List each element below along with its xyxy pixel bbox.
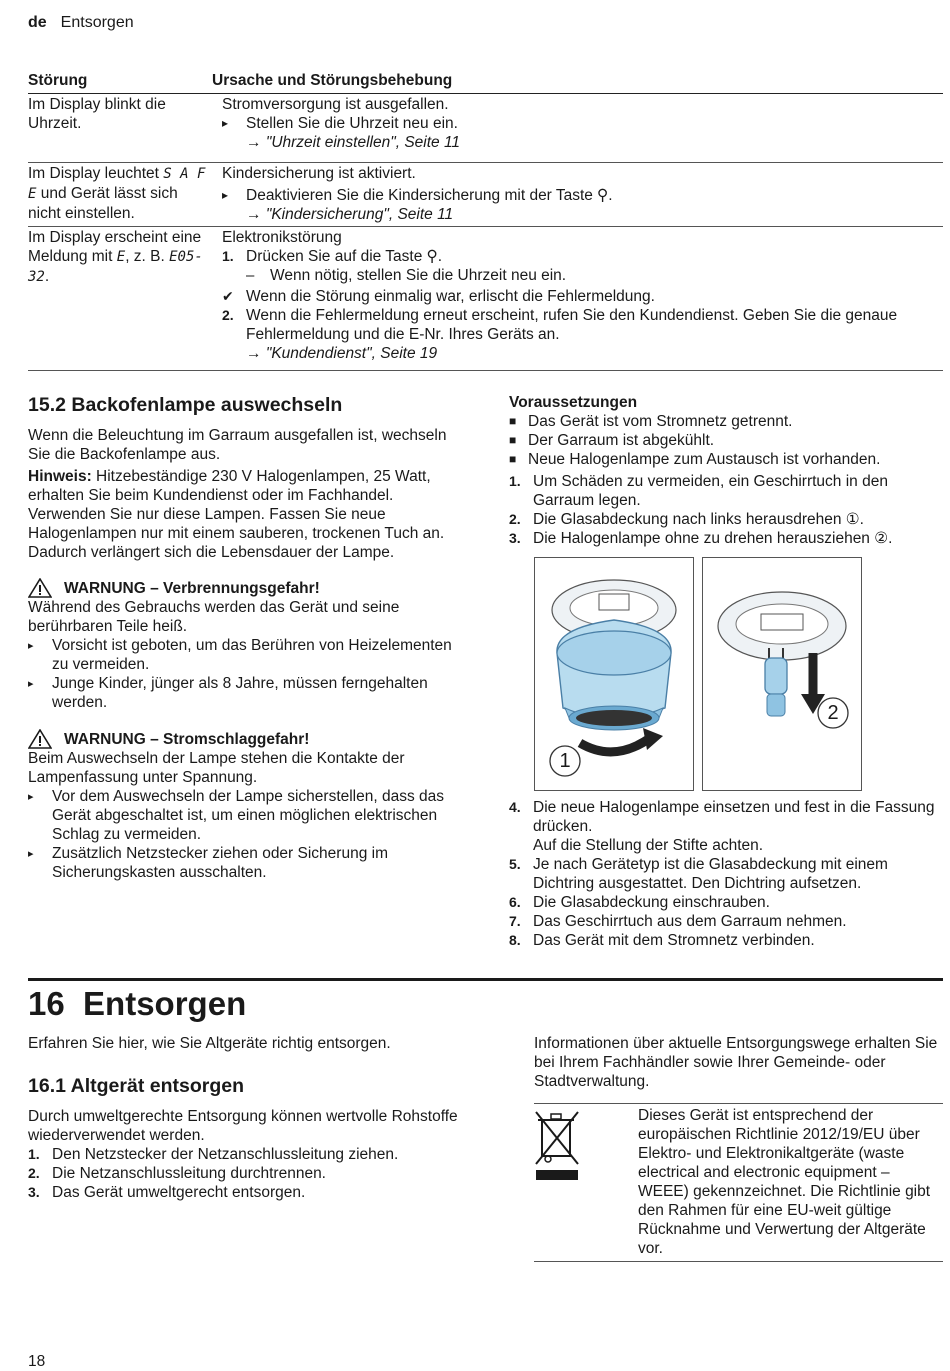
table-row bbox=[28, 163, 943, 227]
key-lock-icon: ⚲. bbox=[596, 187, 613, 204]
requirement-text: Das Gerät ist vom Stromnetz getrennt. bbox=[528, 413, 793, 430]
step-number: 1. bbox=[222, 248, 234, 264]
section-15-2-right bbox=[509, 393, 943, 548]
display-code: E05-32 bbox=[28, 249, 203, 285]
disposal-info: Informationen über aktuelle Entsorgungswege erhalten Sie bei Ihrem Fachhändler sowie Ihrer Gemeinde- oder Stadtverwaltung. bbox=[534, 1035, 938, 1090]
fault-cell: Im Display blinkt die Uhrzeit. bbox=[28, 96, 166, 132]
step-number: 3. bbox=[509, 530, 521, 546]
cause-text: Stromversorgung ist ausgefallen. bbox=[222, 96, 449, 113]
step-number: 2. bbox=[222, 307, 234, 323]
check-icon: ✔ bbox=[222, 288, 234, 304]
requirement-text: Der Garraum ist abgekühlt. bbox=[528, 432, 715, 449]
figure-unscrew-cover bbox=[534, 557, 694, 791]
section-16-right bbox=[534, 1034, 943, 1262]
warning-triangle-icon bbox=[28, 578, 52, 598]
cause-cell bbox=[222, 227, 943, 370]
step-text: Auf die Stellung der Stifte achten. bbox=[533, 837, 764, 854]
requirements-title: Voraussetzungen bbox=[509, 394, 638, 411]
action-text: Stellen Sie die Uhrzeit neu ein. bbox=[246, 115, 458, 132]
page-number: 18 bbox=[28, 1353, 46, 1370]
step-text: Die Glasabdeckung einschrauben. bbox=[533, 894, 770, 911]
cross-reference: → "Kindersicherung", Seite 11 bbox=[222, 205, 943, 224]
fault-text: . bbox=[44, 268, 50, 285]
display-code: S A F E bbox=[28, 166, 206, 202]
cause-text: Elektronikstörung bbox=[222, 229, 342, 246]
requirement-item bbox=[509, 412, 943, 431]
list-item bbox=[509, 855, 943, 893]
result-text: Wenn die Störung einmalig war, erlischt die Fehlermeldung. bbox=[246, 288, 655, 305]
table-row bbox=[28, 94, 943, 163]
list-item bbox=[509, 798, 943, 836]
requirement-item bbox=[509, 450, 943, 469]
result-step bbox=[222, 287, 943, 306]
warning-bullet bbox=[28, 674, 468, 712]
step-number: 6. bbox=[509, 894, 521, 910]
action-step bbox=[222, 114, 943, 133]
fault-text: , z. B. bbox=[125, 248, 165, 265]
action-step bbox=[222, 247, 943, 266]
arrow-bullet-icon: ▸ bbox=[28, 640, 34, 652]
list-item bbox=[509, 836, 943, 855]
chapter-title: 16 Entsorgen bbox=[28, 985, 247, 1022]
fault-text: und Gerät lässt sich nicht einstellen. bbox=[28, 185, 178, 222]
subsection-title: 16.1 Altgerät entsorgen bbox=[28, 1075, 245, 1097]
step-number: 1. bbox=[28, 1146, 40, 1162]
hint-text: Hitzebeständige 230 V Halogenlampen, 25 Watt, erhalten Sie beim Kundendienst oder im Fachhandel. Verwenden Sie nur diese Lampen. Fassen Sie neue Halogenlampen nur mit einem sauberen, trockenen Tuch an. Dadurch verlängert sich die Lebensdauer der Lampe. bbox=[28, 468, 445, 561]
list-item bbox=[28, 1183, 488, 1202]
square-bullet-icon: ■ bbox=[509, 414, 517, 428]
section-16-left bbox=[28, 1034, 488, 1202]
weee-symbol bbox=[534, 1106, 638, 1258]
list-item bbox=[509, 893, 943, 912]
key-lock-icon: ⚲. bbox=[426, 248, 443, 265]
warning-text: Beim Auswechseln der Lampe stehen die Kontakte der Lampenfassung unter Spannung. bbox=[28, 750, 405, 786]
section-15-2-left bbox=[28, 394, 468, 882]
intro-text: Wenn die Beleuchtung im Garraum ausgefallen ist, wechseln Sie die Backofenlampe aus. bbox=[28, 427, 447, 463]
chapter-title-wrap bbox=[28, 984, 246, 1024]
list-item bbox=[509, 510, 943, 529]
sub-step: – Wenn nötig, stellen Sie die Uhrzeit neu ein. bbox=[246, 267, 567, 284]
step-number: 8. bbox=[509, 932, 521, 948]
action-text: Wenn die Fehlermeldung erneut erscheint, rufen Sie den Kundendienst. Geben Sie die genaue Fehlermeldung und die E-Nr. Ihres Geräts an. bbox=[246, 307, 898, 343]
fault-text: Im Display erscheint eine Meldung mit bbox=[28, 229, 202, 265]
header-section: Entsorgen bbox=[60, 14, 134, 31]
warning-triangle-icon bbox=[28, 729, 52, 749]
list-item bbox=[509, 931, 943, 950]
step-number: 2. bbox=[28, 1165, 40, 1181]
step-text: Die Netzanschlussleitung durchtrennen. bbox=[52, 1165, 326, 1182]
cause-text: Kindersicherung ist aktiviert. bbox=[222, 165, 416, 182]
square-bullet-icon: ■ bbox=[509, 433, 517, 447]
warning-bullet-text: Zusätzlich Netzstecker ziehen oder Sicherung im Sicherungskasten ausschalten. bbox=[52, 845, 388, 881]
arrow-bullet-icon: ▸ bbox=[28, 848, 34, 860]
figure-label: 2 bbox=[827, 702, 839, 724]
fault-table bbox=[28, 70, 943, 371]
warning-title: WARNUNG – Verbrennungsgefahr! bbox=[64, 579, 320, 597]
warning-shock bbox=[28, 729, 468, 882]
subsection-intro: Durch umweltgerechte Entsorgung können wertvolle Rohstoffe wiederverwendet werden. bbox=[28, 1108, 458, 1144]
list-item bbox=[509, 472, 943, 510]
page-header bbox=[28, 13, 134, 32]
list-item bbox=[28, 1164, 488, 1183]
chapter-intro: Erfahren Sie hier, wie Sie Altgeräte richtig entsorgen. bbox=[28, 1035, 391, 1052]
figure-label: 1 bbox=[559, 750, 571, 772]
step-number: 5. bbox=[509, 856, 521, 872]
table-header-row bbox=[28, 70, 943, 94]
step-text: Den Netzstecker der Netzanschlussleitung ziehen. bbox=[52, 1146, 399, 1163]
cross-reference: → "Kundendienst", Seite 19 bbox=[222, 344, 943, 363]
action-step bbox=[222, 186, 943, 205]
step-text: Die Glasabdeckung nach links herausdrehen ①. bbox=[533, 511, 864, 528]
step-number: 4. bbox=[509, 799, 521, 815]
action-text: Drücken Sie auf die Taste bbox=[246, 248, 423, 265]
warning-bullet-text: Junge Kinder, jünger als 8 Jahre, müssen ferngehalten werden. bbox=[52, 675, 428, 711]
warning-text: Während des Gebrauchs werden das Gerät und seine berührbaren Teile heiß. bbox=[28, 599, 400, 635]
step-text: Je nach Gerätetyp ist die Glasabdeckung mit einem Dichtring ausgestattet. Den Dichtring aufsetzen. bbox=[533, 856, 888, 892]
halogen-lamp-illustration bbox=[703, 558, 861, 790]
warning-bullet bbox=[28, 787, 468, 844]
table-header-fault: Störung bbox=[28, 72, 88, 89]
requirement-text: Neue Halogenlampe zum Austausch ist vorhanden. bbox=[528, 451, 881, 468]
cause-cell bbox=[222, 94, 943, 162]
weee-text: Dieses Gerät ist entsprechend der europäischen Richtlinie 2012/19/EU über Elektro- und Elektronikaltgeräte (waste electrical and electronic equipment – WEEE) gekennzeichnet. Die Richtlinie gibt den Rahmen für eine EU-weit gültige Rücknahme und Verwertung der Altgeräte vor. bbox=[638, 1107, 931, 1257]
requirement-item bbox=[509, 431, 943, 450]
warning-bullet-text: Vor dem Auswechseln der Lampe sicherstellen, dass das Gerät abgeschaltet ist, um einen möglichen elektrischen Schlag zu vermeiden. bbox=[52, 788, 445, 843]
sub-step-text: Wenn nötig, stellen Sie die Uhrzeit neu ein. bbox=[270, 267, 567, 284]
step-text: Um Schäden zu vermeiden, ein Geschirrtuch in den Garraum legen. bbox=[533, 473, 888, 509]
figure-pull-lamp bbox=[702, 557, 862, 791]
warning-heading bbox=[28, 578, 468, 598]
section-title: 15.2 Backofenlampe auswechseln bbox=[28, 394, 343, 416]
warning-bullet bbox=[28, 636, 468, 674]
arrow-bullet-icon: ▸ bbox=[222, 188, 229, 202]
warning-bullet bbox=[28, 844, 468, 882]
fault-cell bbox=[28, 163, 222, 226]
action-text: Deaktivieren Sie die Kindersicherung mit der Taste bbox=[246, 187, 593, 204]
action-step bbox=[222, 306, 943, 344]
warning-heading bbox=[28, 729, 468, 749]
warning-title: WARNUNG – Stromschlaggefahr! bbox=[64, 730, 310, 748]
step-number: 2. bbox=[509, 511, 521, 527]
language-code: de bbox=[28, 14, 47, 31]
cause-cell bbox=[222, 163, 943, 226]
table-row bbox=[28, 227, 943, 371]
step-text: Das Gerät umweltgerecht entsorgen. bbox=[52, 1184, 306, 1201]
fault-text: Im Display leuchtet bbox=[28, 165, 159, 182]
cross-reference: → "Uhrzeit einstellen", Seite 11 bbox=[222, 133, 943, 152]
display-code: E bbox=[116, 249, 126, 265]
list-item bbox=[28, 1145, 488, 1164]
step-text: Die Halogenlampe ohne zu drehen herausziehen ②. bbox=[533, 530, 893, 547]
step-text: Die neue Halogenlampe einsetzen und fest in die Fassung drücken. bbox=[533, 799, 935, 835]
warning-bullet-text: Vorsicht ist geboten, um das Berühren von Heizelementen zu vermeiden. bbox=[52, 637, 452, 673]
step-text: Das Gerät mit dem Stromnetz verbinden. bbox=[533, 932, 815, 949]
arrow-bullet-icon: ▸ bbox=[28, 678, 34, 690]
hint-label: Hinweis: bbox=[28, 468, 92, 485]
step-number bbox=[509, 836, 533, 855]
crossed-bin-icon bbox=[534, 1108, 580, 1182]
step-number: 1. bbox=[509, 473, 521, 489]
square-bullet-icon: ■ bbox=[509, 452, 517, 466]
table-header-cause: Ursache und Störungsbehebung bbox=[212, 72, 453, 89]
fault-cell bbox=[28, 227, 222, 370]
step-number: 7. bbox=[509, 913, 521, 929]
step-text: Das Geschirrtuch aus dem Garraum nehmen. bbox=[533, 913, 847, 930]
list-item bbox=[509, 912, 943, 931]
weee-notice bbox=[534, 1103, 943, 1262]
step-number: 3. bbox=[28, 1184, 40, 1200]
warning-burn bbox=[28, 578, 468, 712]
hint-paragraph bbox=[28, 467, 468, 562]
steps-list-continued bbox=[509, 798, 943, 950]
arrow-bullet-icon: ▸ bbox=[28, 791, 34, 803]
steps-list bbox=[509, 472, 943, 548]
list-item bbox=[509, 529, 943, 548]
section-divider bbox=[28, 978, 943, 981]
arrow-bullet-icon: ▸ bbox=[222, 116, 229, 130]
